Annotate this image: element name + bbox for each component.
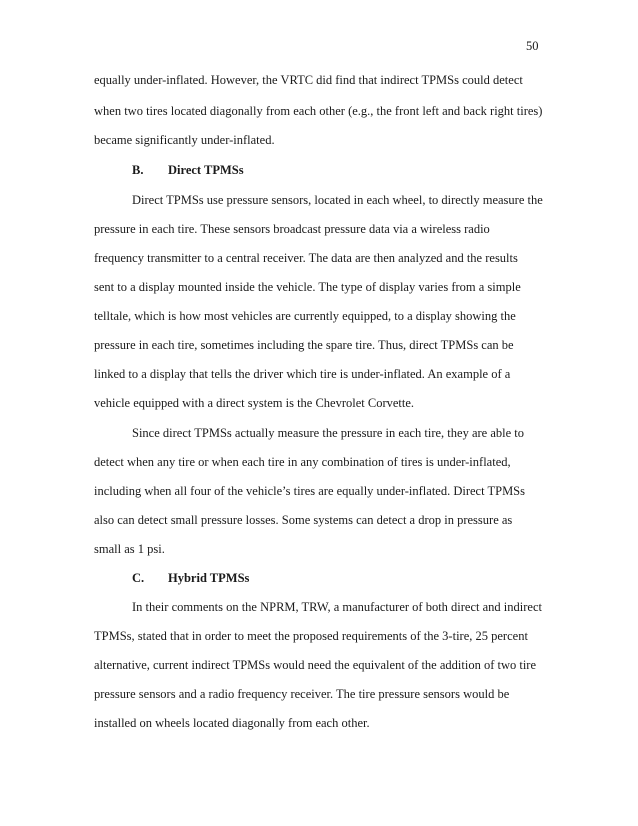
text-line: including when all four of the vehicle’s tires are equally under-inflated. Direct TPMSs (94, 484, 525, 498)
text-line: pressure in each tire, sometimes including the spare tire. Thus, direct TPMSs can be (94, 338, 514, 352)
text-line: small as 1 psi. (94, 542, 165, 556)
page-number: 50 (526, 39, 539, 53)
text-line: Since direct TPMSs actually measure the pressure in each tire, they are able to (132, 426, 524, 440)
text-line: installed on wheels located diagonally from each other. (94, 716, 370, 730)
text-line: when two tires located diagonally from each other (e.g., the front left and back right tires) (94, 104, 543, 118)
text-line: also can detect small pressure losses. Some systems can detect a drop in pressure as (94, 513, 513, 527)
section-title: Hybrid TPMSs (168, 571, 250, 585)
text-line: In their comments on the NPRM, TRW, a manufacturer of both direct and indirect (132, 600, 542, 614)
text-line: alternative, current indirect TPMSs would need the equivalent of the addition of two tire (94, 658, 537, 672)
text-line: TPMSs, stated that in order to meet the proposed requirements of the 3-tire, 25 percent (94, 629, 528, 643)
text-line: pressure in each tire. These sensors broadcast pressure data via a wireless radio (94, 222, 490, 236)
section-letter: C. (132, 571, 145, 585)
text-line: became significantly under-inflated. (94, 133, 275, 147)
text-line: equally under-inflated. However, the VRTC did find that indirect TPMSs could detect (94, 73, 523, 87)
text-line: frequency transmitter to a central receiver. The data are then analyzed and the results (94, 251, 518, 265)
section-title: Direct TPMSs (168, 163, 244, 177)
text-line: pressure sensors and a radio frequency receiver. The tire pressure sensors would be (94, 687, 510, 701)
text-line: detect when any tire or when each tire in any combination of tires is under-inflated, (94, 455, 511, 469)
text-line: telltale, which is how most vehicles are currently equipped, to a display showing the (94, 309, 516, 323)
text-line: Direct TPMSs use pressure sensors, located in each wheel, to directly measure the (132, 193, 543, 207)
text-line: linked to a display that tells the driver which tire is under-inflated. An example of a (94, 367, 511, 381)
text-line: vehicle equipped with a direct system is the Chevrolet Corvette. (94, 396, 415, 410)
text-line: sent to a display mounted inside the vehicle. The type of display varies from a simple (94, 280, 521, 294)
section-letter: B. (132, 163, 144, 177)
